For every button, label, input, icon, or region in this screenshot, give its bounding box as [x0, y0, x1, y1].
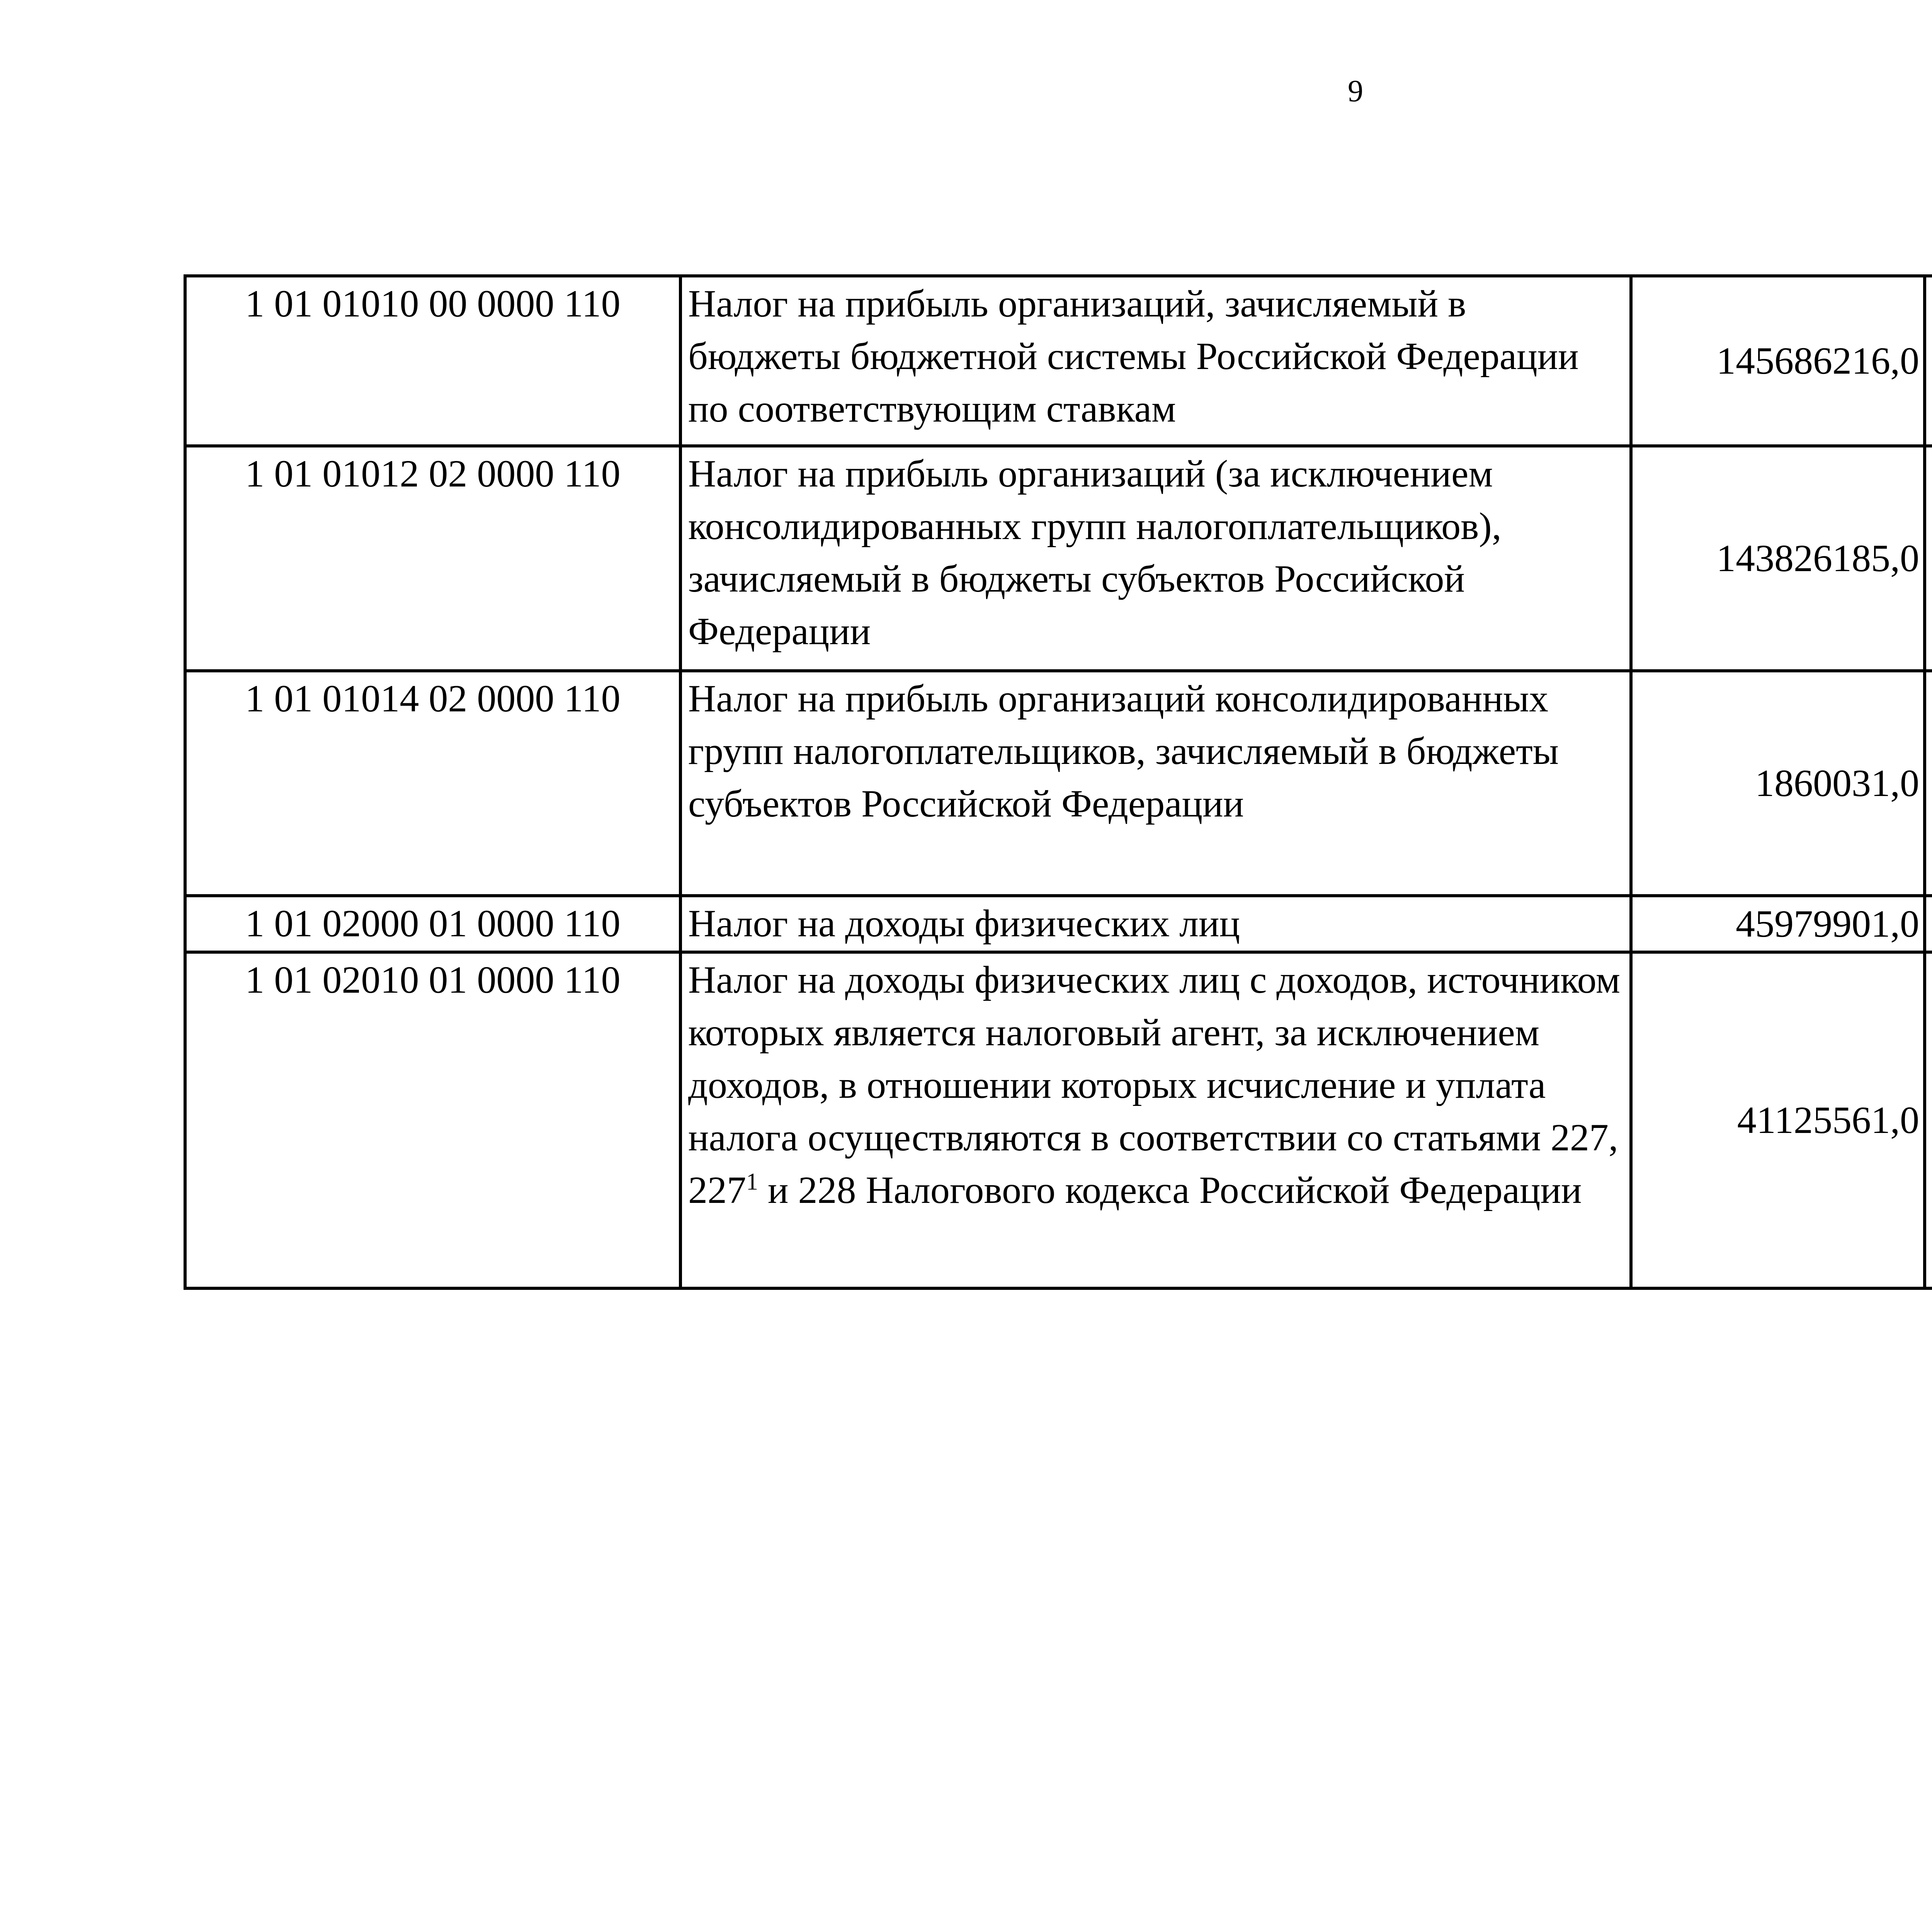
table-row — [185, 896, 1932, 952]
page-number: 9 — [1348, 74, 1363, 108]
amount-cell-1: 143826185,0 — [1631, 446, 1925, 671]
amount-cell-2 — [1925, 276, 1932, 446]
budget-code-cell: 1 01 01010 00 0000 110 — [185, 276, 680, 446]
amount-cell-1: 1860031,0 — [1631, 671, 1925, 896]
budget-code-cell: 1 01 02010 01 0000 110 — [185, 952, 680, 1288]
budget-code-cell: 1 01 02000 01 0000 110 — [185, 896, 680, 952]
budget-revenue-table — [184, 274, 1932, 1290]
table-row — [185, 671, 1932, 896]
amount-cell-2 — [1925, 896, 1932, 952]
amount-cell-1: 45979901,0 — [1631, 896, 1925, 952]
description-cell: Налог на прибыль организаций (за исключением консолидированных групп налогоплательщиков), зачисляемый в бюджеты субъектов Российской Федерации — [680, 446, 1631, 671]
budget-code-cell: 1 01 01014 02 0000 110 — [185, 671, 680, 896]
table-row — [185, 276, 1932, 446]
amount-cell-1: 145686216,0 — [1631, 276, 1925, 446]
superscript-mark: 1 — [746, 1169, 758, 1195]
budget-code-cell: 1 01 01012 02 0000 110 — [185, 446, 680, 671]
amount-cell-1: 41125561,0 — [1631, 952, 1925, 1288]
table-row — [185, 952, 1932, 1288]
description-cell: Налог на прибыль организаций консолидированных групп налогоплательщиков, зачисляемый в бюджеты субъектов Российской Федерации — [680, 671, 1631, 896]
amount-cell-2 — [1925, 671, 1932, 896]
amount-cell-2 — [1925, 952, 1932, 1288]
description-cell — [680, 952, 1631, 1288]
table-row — [185, 446, 1932, 671]
description-cell: Налог на прибыль организаций, зачисляемый в бюджеты бюджетной системы Российской Федерации по соответствующим ставкам — [680, 276, 1631, 446]
description-text-continued: и 228 Налогового кодекса Российской Федерации — [758, 1169, 1582, 1211]
amount-cell-2 — [1925, 446, 1932, 671]
description-cell: Налог на доходы физических лиц — [680, 896, 1631, 952]
description-text: Налог на доходы физических лиц с доходов, источником которых является налоговый агент, за исключением доходов, в отношении которых исчисление и уплата налога осуществляются в соответствии со статьями 227, 227 — [688, 958, 1621, 1211]
